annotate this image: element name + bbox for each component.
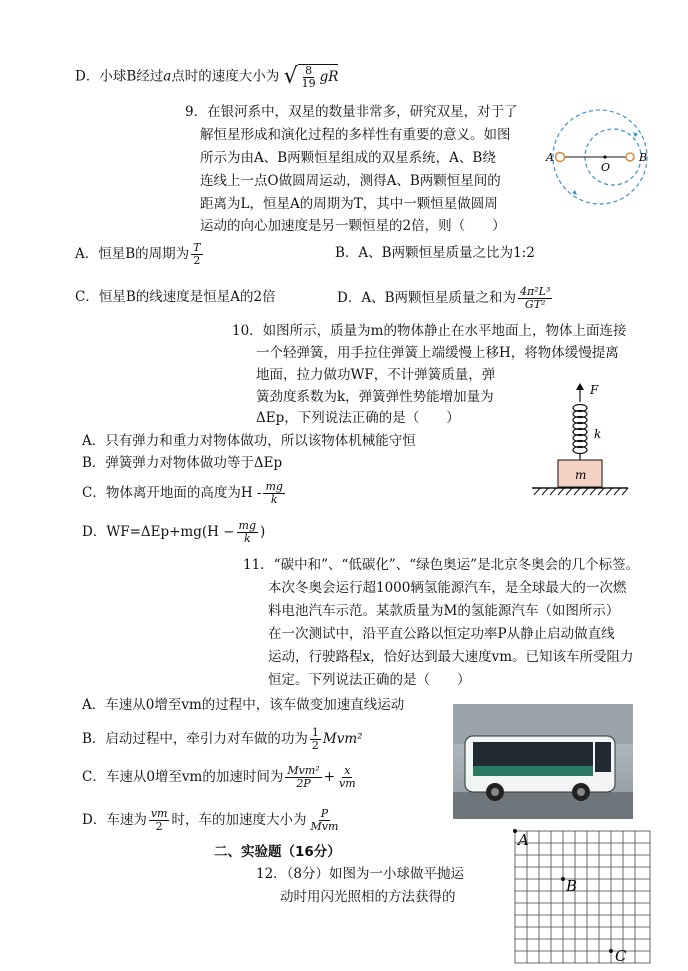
q8-frac-num: 8 <box>305 64 313 77</box>
q9-fig-label-b: B <box>639 151 648 164</box>
bus-illustration <box>453 704 633 819</box>
q11-optd-num2: P <box>320 807 329 820</box>
q10-option-b: B．弹簧弹力对物体做功等于ΔEp <box>82 455 283 471</box>
q9-line-6: 运动的向心加速度是另一颗恒星的2倍，则（ ） <box>200 218 506 234</box>
q11-optd-den2: Mvm <box>310 820 339 833</box>
q11-line-4: 在一次测试中，沿平直公路以恒定功率P从静止启动做直线 <box>268 626 615 642</box>
q11-optd-den1: 2 <box>155 820 163 833</box>
q9-fig-label-a: A <box>546 151 554 164</box>
q8-sqrt: √ $\frac{8}{19}$ gR <box>283 64 339 90</box>
q10-optc-den: k <box>270 493 278 506</box>
q10-option-d <box>82 520 265 545</box>
q9-opta-den: 2 <box>193 254 201 267</box>
q9-optd-text: D．A、B两颗恒星质量之和为 <box>337 290 516 306</box>
q9-line-1: 9．在银河系中，双星的数量非常多，研究双星，对于了 <box>185 104 518 120</box>
q10-optd-num: mg <box>238 519 257 532</box>
q11-option-d <box>82 808 342 833</box>
q11-optc-num2: x <box>344 764 351 777</box>
q10-option-a: A．只有弹力和重力对物体做功，所以该物体机械能守恒 <box>82 433 416 449</box>
q11-optd-num1: vm <box>150 807 168 820</box>
q10-line-5: ΔEp，下列说法正确的是（ ） <box>256 410 460 426</box>
q9-option-c: C．恒星B的线速度是恒星A的2倍 <box>75 289 276 305</box>
q9-binary-star-figure <box>540 105 665 210</box>
q8-option-d <box>75 64 338 90</box>
q9-line-4: 连线上一点O做圆周运动，测得A、B两颗恒星间的 <box>200 173 501 189</box>
q8-optd-prefix: D．小球B经过 <box>75 68 164 85</box>
q10-spring-block-figure <box>528 380 638 500</box>
q10-line-2: 一个轻弹簧，用手拉住弹簧上端缓慢上移H，将物体缓慢提离 <box>256 345 619 361</box>
q10-optd-text: D．WF=ΔEp+mg(H − <box>82 524 235 540</box>
q9-line-5: 距离为L，恒星A的周期为T，其中一颗恒星做圆周 <box>200 196 498 212</box>
q10-fig-f: F <box>590 383 599 397</box>
q12-grid-label-b: B <box>566 877 578 895</box>
q11-optc-text: C．车速从0增至vm的加速时间为 <box>82 769 284 785</box>
q10-line-1: 10．如图所示，质量为m的物体静止在水平地面上，物体上面连接 <box>232 323 627 339</box>
q11-optc-den2: vm <box>339 777 356 790</box>
q10-fig-k: k <box>594 427 602 441</box>
q9-option-d <box>337 286 554 311</box>
q9-line-3: 所示为由A、B两颗恒星组成的双星系统，A、B绕 <box>200 150 496 166</box>
q10-line-4: 簧劲度系数为k，弹簧弹性势能增加量为 <box>256 389 494 405</box>
q10-optc-text: C．物体离开地面的高度为H - <box>82 485 262 501</box>
section-heading-experiments: 二、实验题（16分） <box>214 844 341 860</box>
q8-optd-var: a <box>163 68 172 85</box>
q11-line-2: 本次冬奥会运行超1000辆氢能源汽车，是全球最大的一次燃 <box>268 580 627 596</box>
q12-line-2: 动时用闪光照相的方法获得的 <box>280 889 456 905</box>
q9-option-a <box>75 242 205 267</box>
q11-option-a: A．车速从0增至vm的过程中，该车做变加速直线运动 <box>82 697 405 713</box>
q10-fig-m: m <box>575 468 587 482</box>
q11-optb-text: B．启动过程中，牵引力对车做的功为 <box>82 731 308 747</box>
q11-optd-mid: 时，车的加速度大小为 <box>171 812 307 828</box>
q11-optb-den: 2 <box>311 739 319 752</box>
q11-optc-den1: 2P <box>296 777 311 790</box>
q10-optd-den: k <box>243 532 251 545</box>
q11-line-1: 11．“碳中和”、“低碳化”、“绿色奥运”是北京冬奥会的几个标签。 <box>243 557 640 573</box>
q11-optb-tail: Mvm² <box>322 731 363 747</box>
q9-option-b: B．A、B两颗恒星质量之比为1:2 <box>335 245 535 261</box>
q8-frac-den: 19 <box>301 77 316 90</box>
q9-optd-num: 4π²L³ <box>520 285 551 298</box>
q12-flash-photo-grid <box>500 828 652 966</box>
q11-option-b <box>82 727 363 752</box>
q12-line-1: 12．（8分）如图为一小球做平抛运 <box>256 866 465 882</box>
q9-opta-text: A．恒星B的周期为 <box>75 246 190 262</box>
q10-optd-tail: ) <box>260 524 266 540</box>
q11-line-3: 料电池汽车示范。某款质量为M的氢能源汽车（如图所示） <box>268 603 620 619</box>
q9-opta-num: T <box>193 241 201 254</box>
q12-grid-label-a: A <box>518 831 529 849</box>
q11-optc-num1: Mvm² <box>287 764 320 777</box>
q9-fig-label-o: O <box>601 161 611 174</box>
q11-line-6: 恒定。下列说法正确的是（ ） <box>268 672 471 688</box>
q11-optb-num: 1 <box>311 726 319 739</box>
q10-optc-num: mg <box>265 480 283 493</box>
q11-line-5: 运动，行驶路程x，恰好达到最大速度vm。已知该车所受阻力 <box>268 649 634 665</box>
q8-optd-text: 点时的速度大小为 <box>171 68 280 85</box>
q9-optd-den: GT² <box>524 298 546 311</box>
q12-grid-label-c: C <box>615 947 627 965</box>
q10-line-3: 地面，拉力做功WF，不计弹簧质量，弹 <box>256 367 496 383</box>
q8-gr: gR <box>319 69 339 85</box>
q11-option-c: C．车速从0增至vm的加速时间为 $\frac{\text{Mvm²}}{2P}$ + $\frac{x}{vm}$ <box>82 764 356 790</box>
q9-line-2: 解恒星形成和演化过程的多样性有重要的意义。如图 <box>200 127 511 143</box>
q10-option-c <box>82 481 287 506</box>
q11-optd-text: D．车速为 <box>82 812 147 828</box>
hydrogen-bus-photo <box>453 704 633 819</box>
